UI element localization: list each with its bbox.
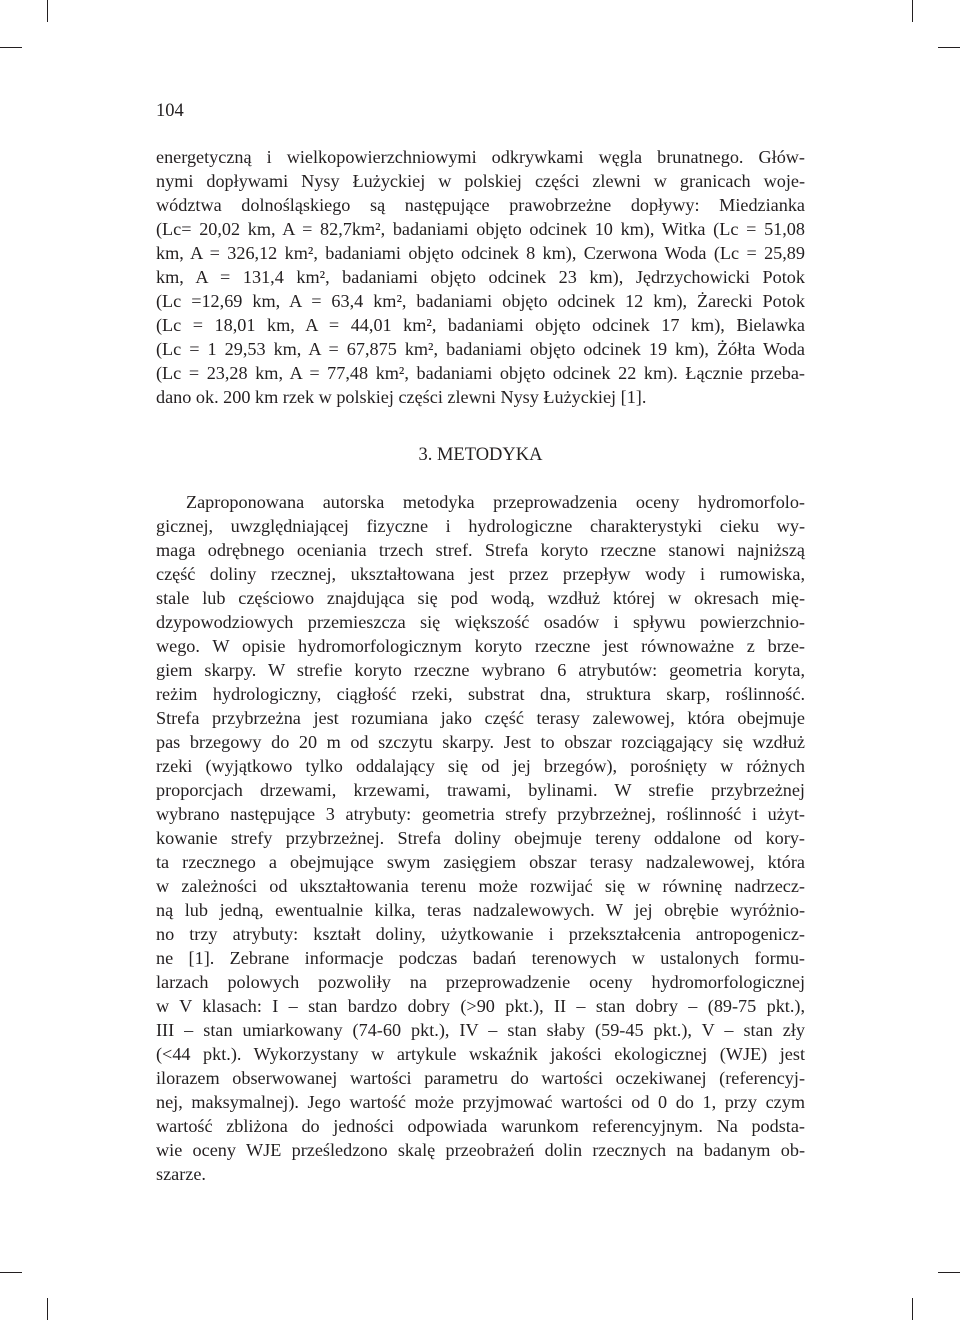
- page-number: 104: [156, 101, 184, 121]
- text-line: nej, maksymalnej). Jego wartość może przyjmować wartości od 0 do 1, przy czym: [156, 1092, 805, 1112]
- text-line: (Lc = 18,01 km, A = 44,01 km², badaniami objęto odcinek 17 km), Bielawka: [156, 315, 805, 335]
- text-line: (Lc = 23,28 km, A = 77,48 km², badaniami objęto odcinek 22 km). Łącznie przeba-: [156, 363, 805, 383]
- text-line: wartość zbliżona do jedności odpowiada warunkom referencyjnym. Na podsta-: [156, 1116, 805, 1136]
- text-line: Zaproponowana autorska metodyka przeprowadzenia oceny hydromorfolo-: [186, 492, 805, 512]
- crop-mark: [0, 1272, 22, 1273]
- text-line: rzeki (wyjątkowo tylko oddalający się od jej brzegów), porośnięty w różnych: [156, 756, 805, 776]
- text-line: szarze.: [156, 1164, 206, 1184]
- text-line: III – stan umiarkowany (74-60 pkt.), IV – stan słaby (59-45 pkt.), V – stan zły: [156, 1020, 805, 1040]
- text-line: reżim hydrologiczny, ciągłość rzeki, substrat dna, struktura skarp, roślinność.: [156, 684, 805, 704]
- text-line: dzypowodziowych przemieszcza się większość osadów i spływu powierzchnio-: [156, 612, 805, 632]
- crop-mark: [912, 1298, 913, 1320]
- text-line: wybrano następujące 3 atrybuty: geometria strefy przybrzeżnej, roślinność i użyt-: [156, 804, 805, 824]
- crop-mark: [912, 0, 913, 22]
- text-line: ne [1]. Zebrane informacje podczas badań terenowych w ustalonych formu-: [156, 948, 805, 968]
- text-line: (<44 pkt.). Wykorzystany w artykule wskaźnik jakości ekologicznej (WJE) jest: [156, 1044, 805, 1064]
- text-line: giem skarpy. W strefie koryto rzeczne wybrano 6 atrybutów: geometria koryta,: [156, 660, 805, 680]
- text-line: kowanie strefy przybrzeżnej. Strefa doliny obejmuje tereny oddalone od kory-: [156, 828, 805, 848]
- crop-mark: [0, 47, 22, 48]
- text-line: (Lc =12,69 km, A = 63,4 km², badaniami objęto odcinek 12 km), Żarecki Potok: [156, 291, 805, 311]
- text-line: wego. W opisie hydromorfologicznym koryto rzeczne jest równoważne z brze-: [156, 636, 805, 656]
- crop-mark: [938, 1272, 960, 1273]
- text-line: Strefa przybrzeżna jest rozumiana jako część terasy zalewowej, która obejmuje: [156, 708, 805, 728]
- text-line: energetyczną i wielkopowierzchniowymi odkrywkami węgla brunatnego. Głów-: [156, 147, 805, 167]
- section-heading: 3. METODYKA: [418, 445, 543, 465]
- text-line: w zależności od ukształtowania terenu może rozwijać się w równinę nadrzecz-: [156, 876, 805, 896]
- text-line: km, A = 326,12 km², badaniami objęto odcinek 8 km), Czerwona Woda (Lc = 25,89: [156, 243, 805, 263]
- text-line: proporcjach drzewami, krzewami, trawami, bylinami. W strefie przybrzeżnej: [156, 780, 805, 800]
- text-line: nymi dopływami Nysy Łużyckiej w polskiej części zlewni w granicach woje-: [156, 171, 805, 191]
- text-line: no trzy atrybuty: kształt doliny, użytkowanie i przekształcenia antropogenicz-: [156, 924, 805, 944]
- text-line: w V klasach: I – stan bardzo dobry (>90 pkt.), II – stan dobry – (89-75 pkt.),: [156, 996, 805, 1016]
- text-line: dano ok. 200 km rzek w polskiej części zlewni Nysy Łużyckiej [1].: [156, 387, 647, 407]
- crop-mark: [47, 0, 48, 22]
- text-line: km, A = 131,4 km², badaniami objęto odcinek 23 km), Jędrzychowicki Potok: [156, 267, 805, 287]
- text-line: wództwa dolnośląskiego są następujące prawobrzeżne dopływy: Miedzianka: [156, 195, 805, 215]
- text-line: ilorazem obserwowanej wartości parametru do wartości oczekiwanej (referencyj-: [156, 1068, 805, 1088]
- crop-mark: [938, 47, 960, 48]
- text-line: pas brzegowy do 20 m od szczytu skarpy. Jest to obszar rozciągający się wzdłuż: [156, 732, 805, 752]
- text-line: ną lub jedną, ewentualnie kilka, teras nadzalewowych. W jej obrębie wyróżnio-: [156, 900, 805, 920]
- text-line: larzach polowych pozwoliły na przeprowadzenie oceny hydromorfologicznej: [156, 972, 805, 992]
- crop-mark: [47, 1298, 48, 1320]
- text-line: gicznej, uwzględniającej fizyczne i hydrologiczne charakterystyki cieku wy-: [156, 516, 805, 536]
- text-line: (Lc = 1 29,53 km, A = 67,875 km², badaniami objęto odcinek 19 km), Żółta Woda: [156, 339, 805, 359]
- text-line: stale lub częściowo znajdująca się pod wodą, wzdłuż której w okresach mię-: [156, 588, 805, 608]
- text-line: wie oceny WJE prześledzono skalę przeobrażeń dolin rzecznych na badanym ob-: [156, 1140, 805, 1160]
- text-line: ta rzecznego a obejmujące swym zasięgiem obszar terasy nadzalewowej, która: [156, 852, 805, 872]
- text-line: maga odrębnego oceniania trzech stref. Strefa koryto rzeczne stanowi najniższą: [156, 540, 805, 560]
- text-line: część doliny rzecznej, ukształtowana jest przez przepływ wody i rumowiska,: [156, 564, 805, 584]
- text-line: (Lc= 20,02 km, A = 82,7km², badaniami objęto odcinek 10 km), Witka (Lc = 51,08: [156, 219, 805, 239]
